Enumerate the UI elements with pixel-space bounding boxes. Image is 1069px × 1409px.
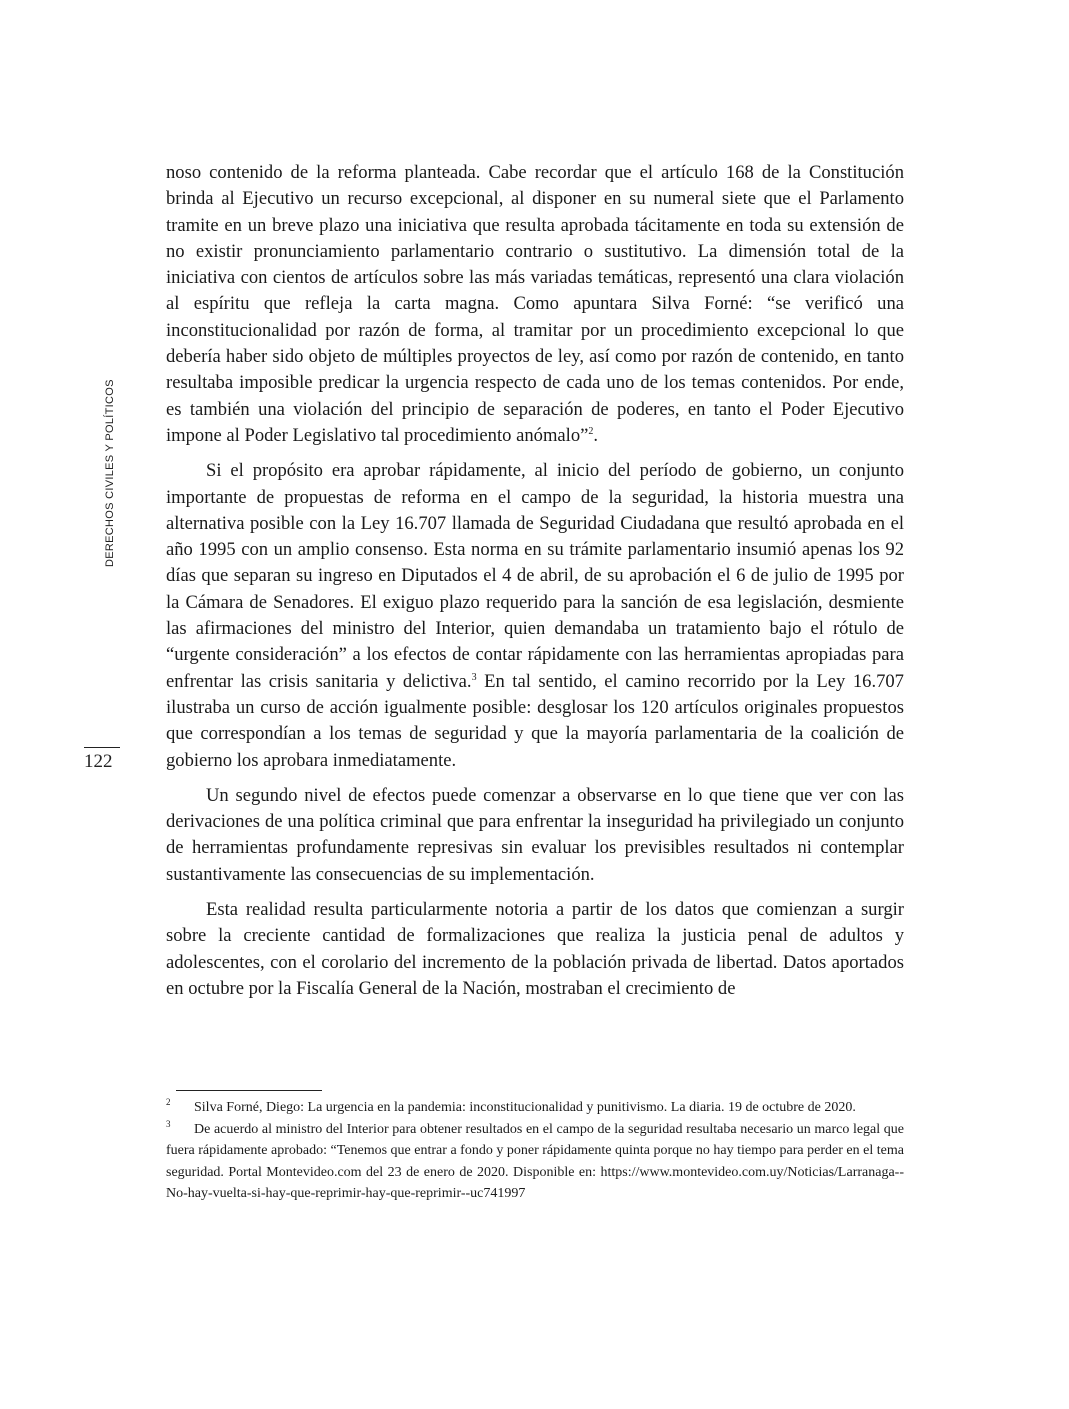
footnote-3: 3 De acuerdo al ministro del Interior para obtener resultados en el campo de la seguridad resultaba necesario un marco legal que fuera rápidamente aprobado: “Tenemos que entrar a fondo y poner rápidamente quinta porque no hay tiempo para perder en el tema seguridad. Portal Montevideo.com del 23 de enero de 2020. Disponible en: https://www.montevideo.com.uy/Noticias/Larranaga--No-hay-vuelta-si-hay-que-reprimir-hay-que-reprimir--uc741997 [166,1118,904,1201]
page-number: 122 [84,751,113,772]
footnote-ref-2[interactable]: 2 [588,425,594,437]
paragraph-2-tail: En tal sentido, el camino recorrido por la Ley 16.707 ilustraba un curso de acción igualmente posible: desglosar los 120 artículos originales propuestos que correspondían a los temas de seguridad y que la mayoría parlamentaria de la coalición de gobierno los aprobara inmediatamente. [166,670,904,771]
footnote-separator [176,1090,322,1091]
footnote-2: 2 Silva Forné, Diego: La urgencia en la pandemia: inconstitucionalidad y punitivismo. La diaria. 19 de octubre de 2020. [166,1097,856,1115]
paragraph-2-text: Si el propósito era aprobar rápidamente, al inicio del período de gobierno, un conjunto importante de propuestas de reforma en el campo de la seguridad, la historia muestra una alternativa posible con la Ley 16.707 llamada de Seguridad Ciudadana que resultó aprobada en el año 1995 con un amplio consenso. Esta norma en su trámite parlamentario insumió apenas los 92 días que separan su ingreso en Diputados el 4 de abril, de su aprobación el 6 de julio de 1995 por la Cámara de Senadores. El exiguo plazo requerido para la sanción de esa legislación, desmiente las afirmaciones del ministro del Interior, quien demandaba un tratamiento bajo el rótulo de “urgente consideración” a los efectos de contar rápidamente con las herramientas apropiadas para enfrentar las crisis sanitaria y delictiva. [166,460,904,692]
page-number-rule [84,747,120,748]
paragraph-4: Esta realidad resulta particularmente notoria a partir de los datos que comienzan a surgir sobre la creciente cantidad de formalizaciones que realiza la justicia penal de adultos y adolescentes, con el corolario del incremento de la población privada de libertad. Datos aportados en octubre por la Fiscalía General de la Nación, mostraban el crecimiento de [166,899,904,999]
paragraph-1 [166,160,904,449]
paragraph-2 [166,458,904,774]
paragraph-1-tail: . [593,424,599,446]
footnote-2-text: Silva Forné, Diego: La urgencia en la pandemia: inconstitucionalidad y punitivismo. La diaria. 19 de octubre de 2020. [194,1100,856,1115]
footnote-ref-3[interactable]: 3 [471,671,477,683]
footnotes [166,1097,904,1205]
paragraph-1-text: noso contenido de la reforma planteada. Cabe recordar que el artículo 168 de la Constitución brinda al Ejecutivo un recurso excepcional, al disponer en su numeral siete que el Parlamento tramite en un breve plazo una iniciativa que resulta aprobada tácitamente en toda su extensión de no existir pronunciamiento parlamentario contrario o sustitutivo. La dimensión total de la iniciativa con cientos de artículos sobre las más variadas temáticas, representó una clara violación al espíritu que refleja la carta magna. Como apuntara Silva Forné: “se verificó una inconstitucionalidad por razón de forma, al tramitar por un procedimiento excepcional lo que debería haber sido objeto de múltiples proyectos de ley, así como por razón de contenido, en tanto resultaba imposible predicar la urgencia respecto de cada uno de los temas contenidos. Por ende, es también una violación del principio de separación de poderes, en tanto el Poder Ejecutivo impone al Poder Legislativo tal procedimiento anómalo” [166,162,904,446]
body-text [166,160,904,1011]
paragraph-3: Un segundo nivel de efectos puede comenzar a observarse en lo que tiene que ver con las derivaciones de una política criminal que para enfrentar la inseguridad ha privilegiado un conjunto de herramientas profundamente represivas sin evaluar los previsibles resultados ni contemplar sustantivamente las consecuencias de su implementación. [166,784,904,885]
footnote-3-text: De acuerdo al ministro del Interior para obtener resultados en el campo de la seguridad resultaba necesario un marco legal que fuera rápidamente aprobado: “Tenemos que entrar a fondo y poner rápidamente quinta porque no hay tiempo para perder en el tema seguridad. Portal Montevideo.com del 23 de enero de 2020. Disponible en: https://www.montevideo.com.uy/Noticias/Larranaga--No-hay-vuelta-si-hay-que-reprimir-hay-que-reprimir--uc741997 [166,1121,904,1201]
running-header: DERECHOS CIVILES Y POLÍTICOS [104,379,116,567]
